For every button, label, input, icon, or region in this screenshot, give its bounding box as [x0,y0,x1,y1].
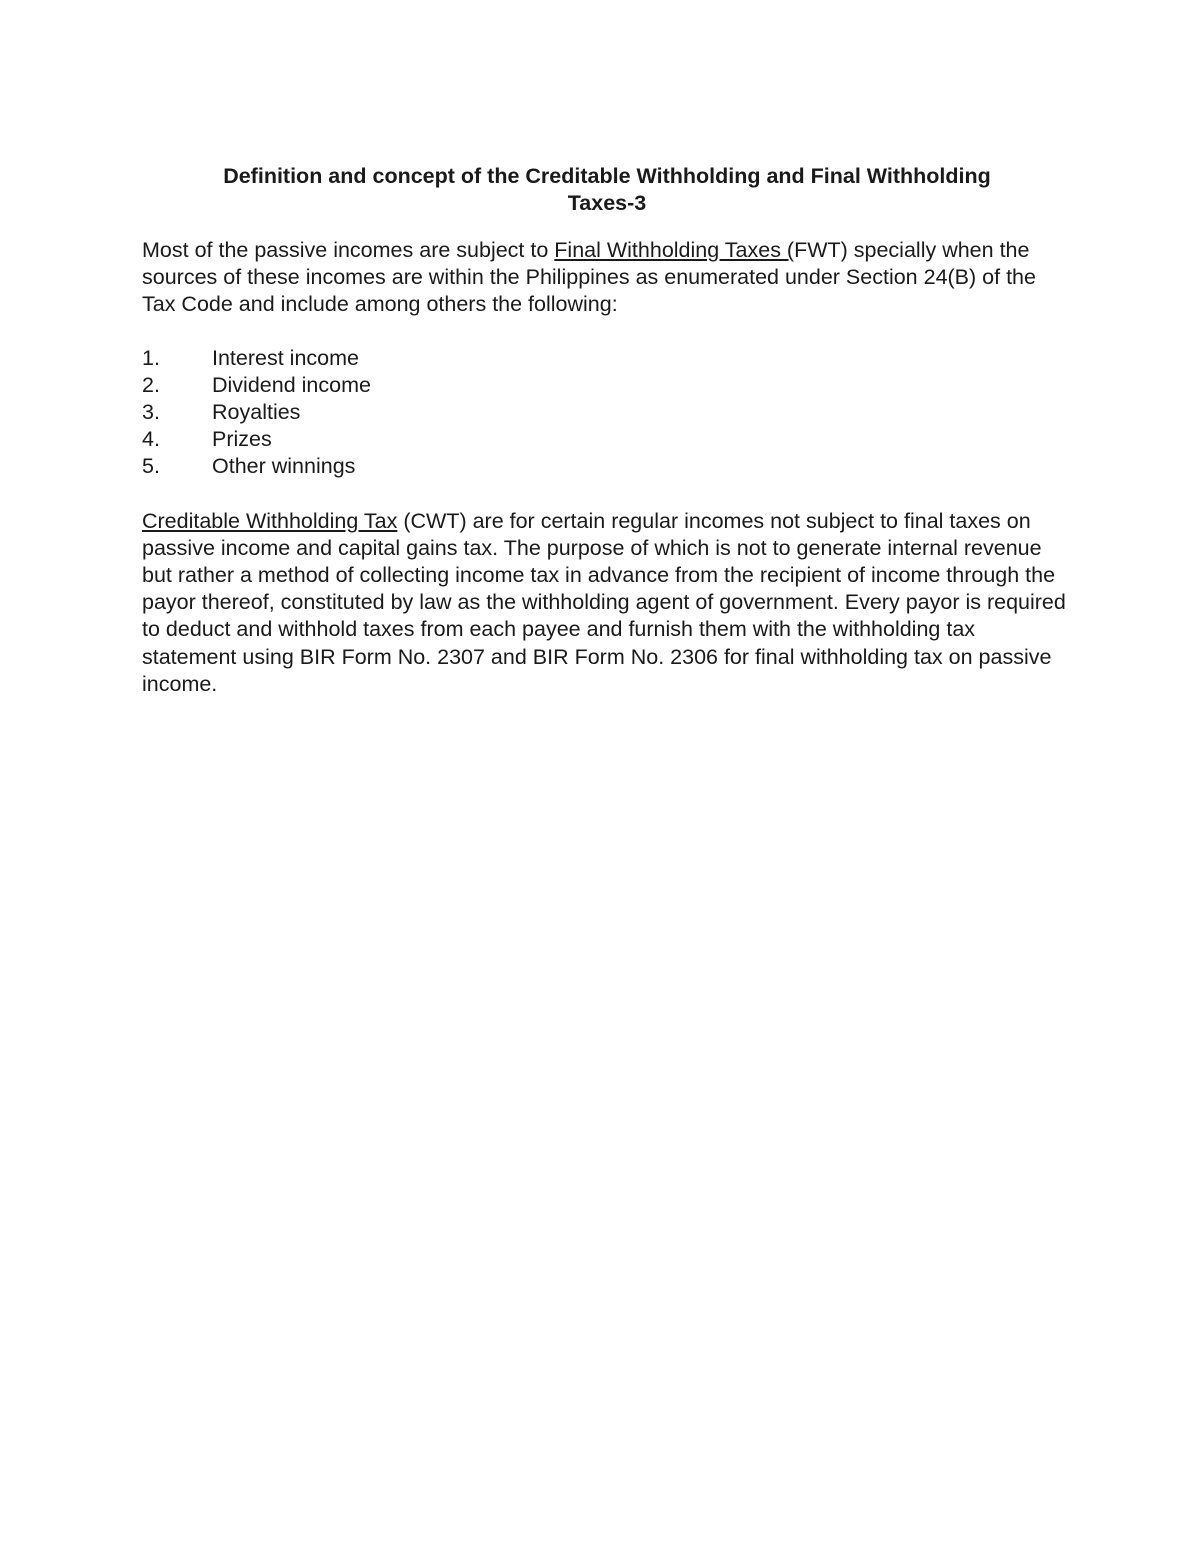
list-item [142,372,1072,399]
list-item-number: 1. [142,345,160,370]
list-item-number: 5. [142,454,160,479]
intro-paragraph [142,237,1072,319]
intro-text-start: Most of the passive incomes are subject to [142,238,555,262]
list-item-text: Interest income [212,345,359,370]
document-title [142,163,1072,217]
list-item-text: Royalties [212,400,301,425]
list-item [142,426,1072,453]
list-item [142,345,1072,372]
list-item [142,453,1072,480]
cwt-text: (CWT) are for certain regular incomes not subject to final taxes on passive income and capital gains tax. The purpose of which is not to generate internal revenue but rather a method of collecting income tax in advance from the recipient of income through the payor thereof, constituted by law as the withholding agent of government. Every payor is required to deduct and withhold taxes from each payee and furnish them with the withholding tax statement using BIR Form No. 2307 and BIR Form No. 2306 for final withholding tax on passive income. [142,508,1066,696]
cwt-paragraph [142,508,1072,698]
passive-income-list [142,345,1072,481]
list-item-text: Dividend income [212,372,371,397]
fwt-underlined-term: Final Withholding Taxes ( [554,238,795,262]
list-item-text: Other winnings [212,454,356,479]
list-item-number: 4. [142,427,160,452]
list-item-number: 2. [142,372,160,397]
document-content [142,163,1072,698]
list-item-number: 3. [142,400,160,425]
intro-text-end: FWT) specially when the sources of these incomes are within the Philippines as enumerated under Section 24(B) of the Tax Code and include among others the following: [142,238,1036,317]
title-line-1: Definition and concept of the Creditable Withholding and Final Withholding [223,164,991,188]
cwt-underlined-term: Creditable Withholding Tax [142,508,398,533]
list-item [142,399,1072,426]
title-line-2: Taxes-3 [567,191,647,215]
list-item-text: Prizes [212,427,272,452]
